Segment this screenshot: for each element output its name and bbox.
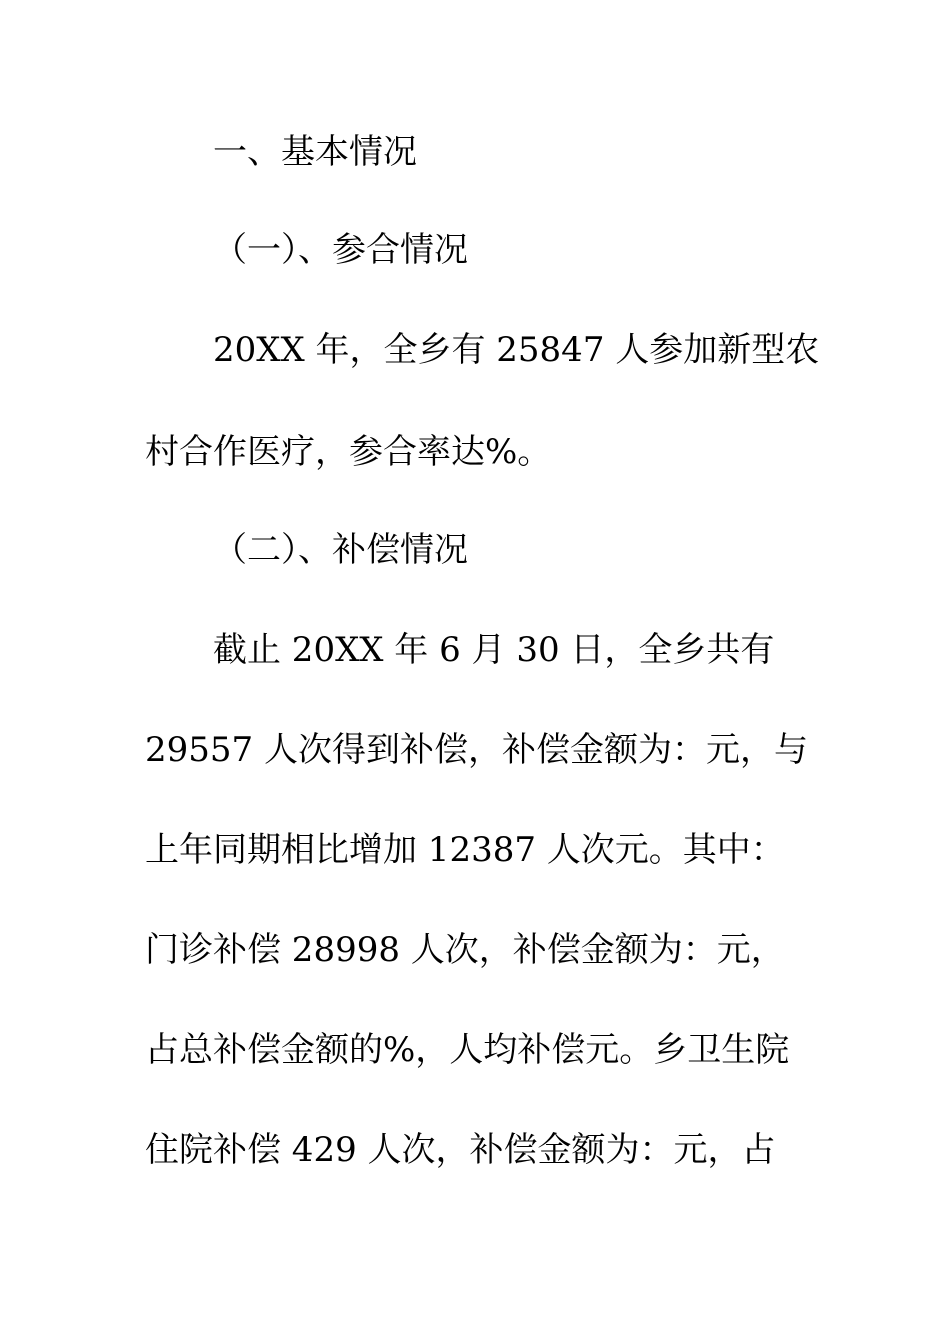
section-heading-basic-situation: 一、基本情况 bbox=[213, 132, 417, 172]
subsection-heading-compensation: （二）、补偿情况 bbox=[213, 530, 468, 570]
paragraph-line: 上年同期相比增加 12387 人次元。其中： bbox=[145, 830, 785, 870]
subsection-heading-participation: （一）、参合情况 bbox=[213, 230, 468, 270]
paragraph-line: 截止 20XX 年 6 月 30 日，全乡共有 bbox=[213, 630, 775, 670]
paragraph-line: 20XX 年，全乡有 25847 人参加新型农 bbox=[213, 330, 820, 370]
paragraph-line: 村合作医疗，参合率达%。 bbox=[145, 432, 552, 472]
paragraph-line: 住院补偿 429 人次，补偿金额为：元，占 bbox=[145, 1130, 776, 1170]
paragraph-line: 29557 人次得到补偿，补偿金额为：元，与 bbox=[145, 730, 808, 770]
paragraph-line: 门诊补偿 28998 人次，补偿金额为：元， bbox=[145, 930, 785, 970]
paragraph-line: 占总补偿金额的%，人均补偿元。乡卫生院 bbox=[145, 1030, 790, 1070]
